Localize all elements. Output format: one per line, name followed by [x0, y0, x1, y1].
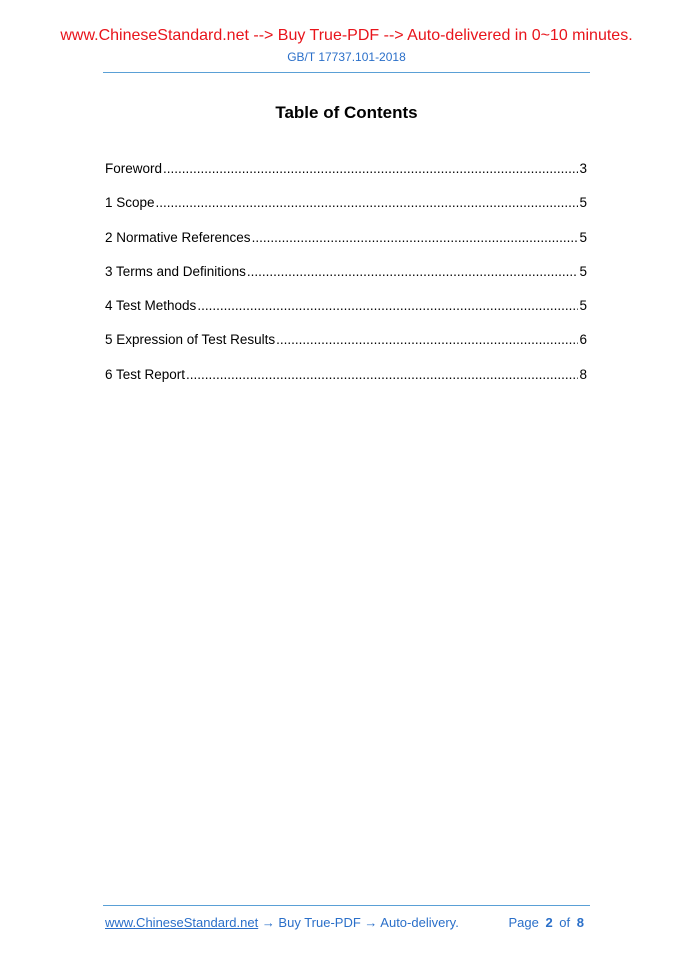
header-divider	[103, 72, 590, 73]
toc-leader-dots	[252, 230, 579, 245]
toc-entry-page: 5	[579, 229, 587, 245]
page-of-word: of	[559, 915, 571, 930]
toc-entry-label: 3 Terms and Definitions	[105, 263, 246, 279]
toc-entry-page: 6	[579, 332, 587, 348]
toc-entry-normative-references[interactable]	[105, 230, 587, 264]
toc-entry-label: 1 Scope	[105, 195, 155, 211]
toc-leader-dots	[247, 264, 579, 279]
toc-entry-label: Foreword	[105, 161, 163, 176]
page-indicator	[508, 915, 587, 930]
footer-promo-text: → Buy True-PDF → Auto-delivery.	[258, 915, 459, 930]
toc-leader-dots	[156, 195, 579, 210]
standard-code: GB/T 17737.101-2018	[287, 50, 406, 64]
toc-entry-foreword[interactable]	[105, 161, 587, 195]
toc-entry-page: 3	[579, 161, 587, 176]
top-banner[interactable]	[0, 27, 693, 45]
toc-entry-label: 4 Test Methods	[105, 298, 197, 314]
current-page-number: 2	[545, 915, 553, 930]
toc-entry-test-report[interactable]	[105, 367, 587, 401]
toc-entry-page: 8	[579, 366, 587, 382]
page-title: Table of Contents	[275, 103, 418, 122]
footer-site-link[interactable]: www.ChineseStandard.net	[105, 915, 259, 930]
toc-entry-label: 6 Test Report	[105, 366, 186, 382]
toc-leader-dots	[163, 161, 578, 176]
page-footer	[105, 915, 587, 930]
toc-list	[105, 161, 587, 401]
toc-entry-expression-of-results[interactable]	[105, 332, 587, 366]
footer-divider	[103, 905, 590, 906]
footer-promo	[105, 915, 459, 930]
banner-link[interactable]: www.ChineseStandard.net --> Buy True-PDF --> Auto-delivered in 0~10 minutes.	[60, 27, 633, 44]
toc-entry-page: 5	[579, 263, 587, 279]
toc-entry-page: 5	[579, 195, 587, 211]
total-pages-number: 8	[576, 915, 584, 930]
toc-entry-scope[interactable]	[105, 195, 587, 229]
page-word: Page	[508, 915, 539, 930]
toc-entry-terms-definitions[interactable]	[105, 264, 587, 298]
toc-leader-dots	[197, 298, 578, 313]
toc-entry-test-methods[interactable]	[105, 298, 587, 332]
toc-leader-dots	[276, 332, 578, 347]
toc-leader-dots	[186, 367, 578, 382]
toc-entry-page: 5	[579, 298, 587, 314]
toc-entry-label: 2 Normative References	[105, 229, 251, 245]
toc-entry-label: 5 Expression of Test Results	[105, 332, 276, 348]
